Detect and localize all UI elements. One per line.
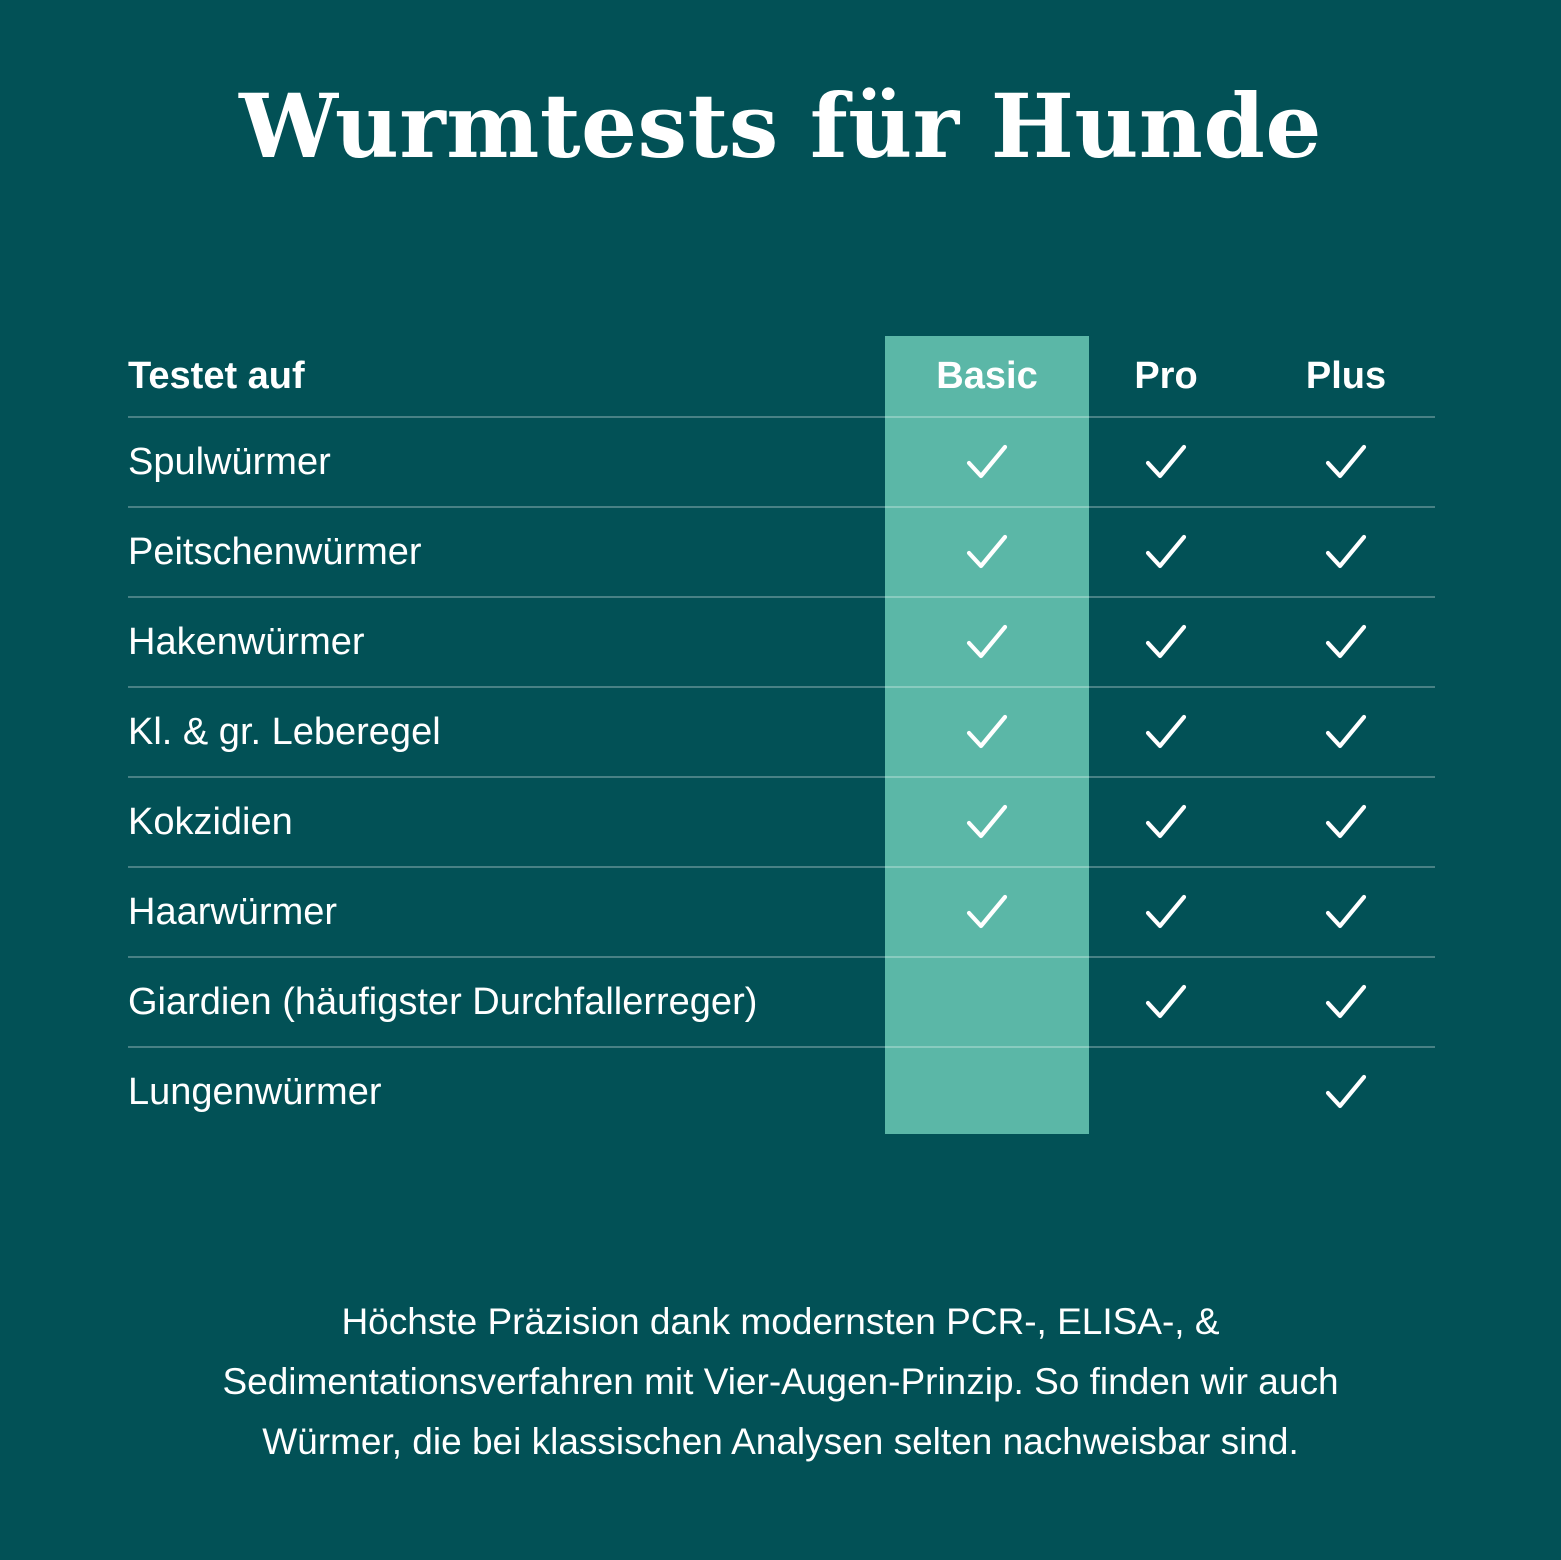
cell-plus <box>1244 958 1448 1046</box>
cell-plus <box>1244 1048 1448 1136</box>
cell-plus <box>1244 868 1448 956</box>
cell-pro <box>1064 778 1268 866</box>
checkmark-icon <box>966 623 1008 661</box>
checkmark-icon <box>966 713 1008 751</box>
checkmark-icon <box>1325 713 1367 751</box>
cell-pro <box>1064 688 1268 776</box>
cell-basic <box>885 598 1089 686</box>
row-label: Spulwürmer <box>128 441 331 483</box>
table-row <box>128 598 1435 688</box>
comparison-table <box>128 336 1435 1136</box>
cell-basic <box>885 1048 1089 1136</box>
cell-plus <box>1244 688 1448 776</box>
cell-plus <box>1244 418 1448 506</box>
cell-pro <box>1064 1048 1268 1136</box>
checkmark-icon <box>1325 1073 1367 1111</box>
cell-basic <box>885 778 1089 866</box>
table-row <box>128 958 1435 1048</box>
footer-line: Sedimentationsverfahren mit Vier-Augen-Prinzip. So finden wir auch <box>222 1361 1339 1402</box>
checkmark-icon <box>1145 533 1187 571</box>
cell-plus <box>1244 508 1448 596</box>
table-row <box>128 418 1435 508</box>
footer-description <box>100 1292 1461 1472</box>
row-label: Kokzidien <box>128 801 293 843</box>
table-row <box>128 778 1435 868</box>
table-header-row <box>128 336 1435 418</box>
checkmark-icon <box>1325 533 1367 571</box>
table-body <box>128 418 1435 1136</box>
cell-basic <box>885 688 1089 776</box>
header-pro: Pro <box>1134 355 1198 397</box>
checkmark-icon <box>966 893 1008 931</box>
checkmark-icon <box>1145 443 1187 481</box>
cell-basic <box>885 868 1089 956</box>
cell-pro <box>1064 418 1268 506</box>
cell-basic <box>885 508 1089 596</box>
table-row <box>128 868 1435 958</box>
checkmark-icon <box>1145 713 1187 751</box>
table-row <box>128 688 1435 778</box>
checkmark-icon <box>1145 893 1187 931</box>
checkmark-icon <box>1325 803 1367 841</box>
checkmark-icon <box>966 803 1008 841</box>
checkmark-icon <box>966 533 1008 571</box>
footer-line: Würmer, die bei klassischen Analysen selten nachweisbar sind. <box>262 1421 1299 1462</box>
table-row <box>128 1048 1435 1136</box>
cell-pro <box>1064 958 1268 1046</box>
row-label: Hakenwürmer <box>128 621 365 663</box>
cell-plus <box>1244 598 1448 686</box>
header-plus: Plus <box>1305 355 1387 397</box>
table-row <box>128 508 1435 598</box>
checkmark-icon <box>1325 983 1367 1021</box>
row-label: Giardien (häufigster Durchfallerreger) <box>128 981 758 1023</box>
checkmark-icon <box>1325 443 1367 481</box>
row-label: Peitschenwürmer <box>128 531 422 573</box>
checkmark-icon <box>1145 803 1187 841</box>
checkmark-icon <box>1145 623 1187 661</box>
checkmark-icon <box>1325 893 1367 931</box>
header-basic: Basic <box>936 355 1038 397</box>
page-title: Wurmtests für Hunde <box>239 74 1322 178</box>
cell-plus <box>1244 778 1448 866</box>
row-label: Haarwürmer <box>128 891 338 933</box>
cell-pro <box>1064 598 1268 686</box>
cell-pro <box>1064 868 1268 956</box>
row-label: Lungenwürmer <box>128 1071 382 1113</box>
checkmark-icon <box>1325 623 1367 661</box>
checkmark-icon <box>1145 983 1187 1021</box>
cell-basic <box>885 958 1089 1046</box>
checkmark-icon <box>966 443 1008 481</box>
header-label: Testet auf <box>128 355 305 397</box>
cell-pro <box>1064 508 1268 596</box>
footer-line: Höchste Präzision dank modernsten PCR-, ELISA-, & <box>341 1301 1220 1342</box>
row-label: Kl. & gr. Leberegel <box>128 711 441 753</box>
cell-basic <box>885 418 1089 506</box>
